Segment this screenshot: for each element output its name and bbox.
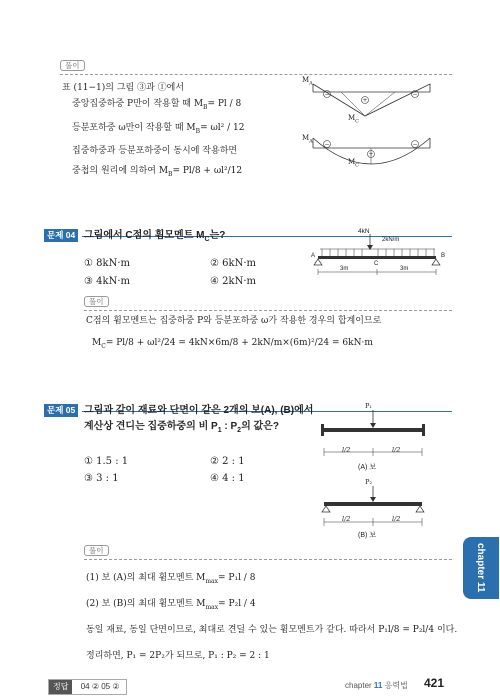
solution-line-2: 중앙집중하중 P만이 작용할 때 $M_B= Pl / 8$	[72, 99, 242, 111]
q05-solution-4: 정리하면, P₁ = 2P₂가 되므로, P₁ : P₂ = 2 : 1	[86, 651, 270, 661]
label-mc-2: $M_C$	[348, 158, 359, 169]
page-number: 421	[424, 676, 445, 690]
divider	[60, 74, 452, 75]
q05-choice-3[interactable]: ③ 3 : 1	[84, 473, 119, 484]
svg-text:−: −	[412, 91, 418, 98]
q05-a-half-1: l/2	[342, 446, 351, 454]
footer-chapter: chapter 11 응력법	[345, 681, 408, 690]
problem-05-label: 문제 05	[44, 404, 78, 417]
q04-load-label: 4kN	[358, 228, 370, 235]
q05-solution-3: 동일 재료, 동일 단면이므로, 최대로 견딜 수 있는 휨모멘트가 같다. 따라서 P₁l/8 = P₂l/4 이다.	[86, 625, 458, 635]
q04-beam-figure	[310, 232, 450, 282]
q05-choice-2[interactable]: ② 2 : 1	[210, 456, 245, 467]
answer-values: 04 ② 05 ②	[80, 682, 120, 691]
q04-point-c: C	[374, 261, 379, 267]
svg-text:+: +	[368, 151, 374, 158]
q05-b-caption: (B) 보	[358, 532, 377, 539]
q04-choice-4[interactable]: ④ 2kN·m	[210, 276, 256, 287]
problem-04-question: 그림에서 C점의 휨모멘트 $M_C$는?	[84, 230, 226, 243]
label-ma-2: $M_A$	[302, 134, 313, 145]
solution-line-3: 등분포하중 ω만이 작용할 때 $M_B= \omega l^2 / 12$	[72, 123, 245, 135]
svg-text:−: −	[412, 141, 418, 148]
q05-solution-tag: 풀이	[84, 545, 109, 556]
label-ma-1: $M_A$	[302, 76, 313, 87]
q04-divider	[84, 310, 452, 311]
problem-04-label: 문제 04	[44, 229, 78, 242]
q04-choice-2[interactable]: ② 6kN·m	[210, 258, 256, 269]
label-mc-1: $M_C$	[348, 114, 359, 125]
q05-load-b: P₂	[365, 478, 372, 486]
q04-solution-tag: 풀이	[84, 296, 109, 307]
q05-solution-1: (1) 보 (A)의 최대 휨모멘트 $M_{max}= P_1l / 8$	[86, 573, 256, 585]
q05-a-half-2: l/2	[392, 446, 401, 454]
q04-solution-equation: $M_C= Pl/8 + \omega l^2/24 = 4kN\times 6m/8 + 2kN/m\times(6m)^2/24 = 6kN\cdot m$	[92, 338, 373, 350]
answer-box	[48, 679, 127, 695]
q04-support-b: B	[441, 253, 446, 259]
q05-choice-4[interactable]: ④ 4 : 1	[210, 473, 245, 484]
chapter-side-tab[interactable]: chapter 11	[463, 537, 499, 599]
q04-choice-1[interactable]: ① 8kN·m	[84, 258, 130, 269]
q04-dist-label: 2kN/m	[382, 237, 400, 243]
q04-span-1: 3m	[340, 266, 349, 272]
q04-support-a: A	[311, 253, 316, 259]
q05-choice-1[interactable]: ① 1.5 : 1	[84, 456, 129, 467]
svg-text:+: +	[362, 97, 368, 104]
solution-line-5: 중첩의 원리에 의하여 $M_B= Pl/8 + \omega l^2/12$	[72, 166, 243, 178]
svg-text:−: −	[324, 141, 330, 148]
q04-span-2: 3m	[400, 266, 409, 272]
q05-a-caption: (A) 보	[358, 464, 377, 471]
problem-05-question-1: 그림과 같이 재료와 단면이 같은 2개의 보(A), (B)에서	[84, 405, 314, 416]
q05-solution-2: (2) 보 (B)의 최대 휨모멘트 $M_{max}= P_2l / 4$	[86, 599, 256, 611]
q04-choice-3[interactable]: ③ 4kN·m	[84, 276, 130, 287]
q05-divider	[84, 559, 452, 560]
q05-b-half-1: l/2	[342, 515, 351, 523]
q04-solution-line: C점의 휨모멘트는 집중하중 P와 등분포하중 ω가 작용한 경우의 합계이므로	[86, 316, 382, 326]
q05-beam-a-figure	[318, 402, 428, 462]
solution-line-1: 표 (11−1)의 그림 ③과 ①에서	[62, 83, 185, 93]
q05-load-a: P₁	[365, 402, 372, 410]
solution-line-4: 집중하중과 등분포하중이 동시에 작용하면	[72, 146, 238, 156]
q05-beam-b-figure	[318, 480, 428, 530]
solution-tag: 풀이	[60, 60, 85, 71]
q05-b-half-2: l/2	[392, 515, 401, 523]
moment-diagrams	[305, 80, 435, 190]
problem-05-question-2: 계산상 견디는 집중하중의 비 $P_1$ : $P_2$의 값은?	[84, 421, 279, 434]
svg-text:−: −	[324, 91, 330, 98]
answer-label: 정답	[49, 680, 72, 694]
